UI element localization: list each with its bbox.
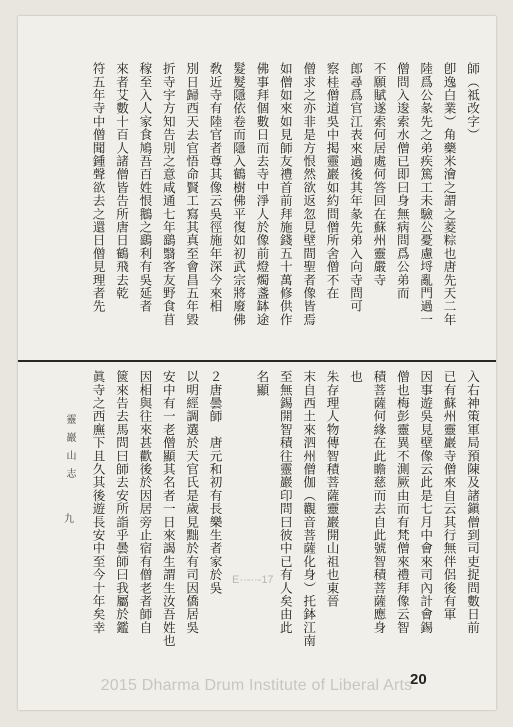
book-page <box>18 16 496 710</box>
text-column: 也 <box>348 370 363 384</box>
text-column: 僧問入逡索水僧已即曰身無病問爲公弟而 <box>394 62 410 300</box>
text-column: ２唐曇師 唐元和初有長樂生者家於吳 <box>207 370 223 595</box>
text-column: 敎近寺有陸官者尊其像云吳徑施年深今來相 <box>207 62 223 313</box>
archive-stamp: E··-··-17 <box>232 574 274 586</box>
text-column: 不願賦遂索何居處何答回在蘇州靈嚴寺 <box>371 62 387 287</box>
text-column: 卽逸白業）角藥米澮之謂之菱粽也唐先天二年 <box>441 62 457 326</box>
text-column: 如僧如來如見師友禮首前拜施錢五十萬修供作 <box>277 62 293 326</box>
text-column: 積菩薩何緣在此瞻慈而去自此號智積菩薩應身 <box>371 370 387 634</box>
text-column: 眞寺之西廡下且久其後遊長安中至今十年矣幸 <box>90 370 106 634</box>
text-column: 因事遊吳見壁像云此是七月中會來司內計會錫 <box>418 370 434 634</box>
text-column: 折寺宇方知告別之意咸通七年鷂翳客友野食苜 <box>160 62 176 326</box>
text-column: 末自西土來泗州僧伽（觀音菩薩化身）托鉢江南 <box>301 370 317 648</box>
folio-number: 九 <box>64 514 74 525</box>
text-column: 來者艾數十百人諸僧皆告所唐日鶴飛去乾 <box>114 62 129 300</box>
text-column: 陸爲公彖先之弟疾篤工未驗公憂慮埒亂門過一 <box>418 62 434 326</box>
text-column: 至無錫開智積往靈巖印問曰彼中已有人矣由此 <box>277 370 293 634</box>
text-column: 別日歸西天去官悟命賢工寫其真至會昌五年毀 <box>184 62 200 326</box>
text-column: 髮髮隱依卷而隱入鶴樹佛平復如初武宗將廢佛 <box>231 62 246 326</box>
text-column: 師（祗改字） <box>465 62 480 142</box>
text-column: 符五年寺中僧聞鍾聲欲去之還日僧見理者先 <box>90 62 106 313</box>
page-number: 20 <box>410 671 427 688</box>
text-column: 僧也梅彭靈異不測厥由而有梵僧來禮拜像云智 <box>394 370 410 634</box>
text-column: 郎尋爲官江表來過後其年彖先弟入向寺問可 <box>348 62 363 313</box>
text-column: 名顯 <box>254 370 270 397</box>
text-column: 篋來告去馬問曰師去安所詣乎曇師曰我屬於鑑 <box>114 370 129 634</box>
text-column: 僧求之亦非是方恨然欲返忽見壁間聖者像皆焉 <box>301 62 317 326</box>
text-column: 已有蘇州靈巖寺僧來自云其行無伴侶後有軍 <box>441 370 457 621</box>
text-column: 入右神策軍局預陳及諸鎭僧到司吏捉問數日前 <box>465 370 480 634</box>
text-column: 以明經調選於天官氏是歲見黜於有司因僑居吳 <box>184 370 200 634</box>
text-column: 稼至入人家食鳩吾百姓恨鵝之鷂利有吳延者 <box>137 62 153 313</box>
watermark: 2015 Dharma Drum Institute of Liberal Arts <box>100 677 413 694</box>
text-column: 因相與往來甚歡後於因居旁止宿有僧老者師自 <box>137 370 153 634</box>
running-title: 靈巖山志 <box>64 414 75 486</box>
text-column: 察桂僧道吳中掲靈巖如約問僧所舍僧不在 <box>324 62 340 300</box>
text-column: 朱存理人物傳智積菩薩靈巖開山祖也東晉 <box>324 370 340 608</box>
text-column: 安中有一老僧顯其名者一日來謁生謂生汝吾姓也 <box>160 370 176 648</box>
text-column: 佛事拜個數日而去寺中淨人於像前燈燭盞缽途 <box>254 62 270 326</box>
section-divider <box>18 360 496 362</box>
